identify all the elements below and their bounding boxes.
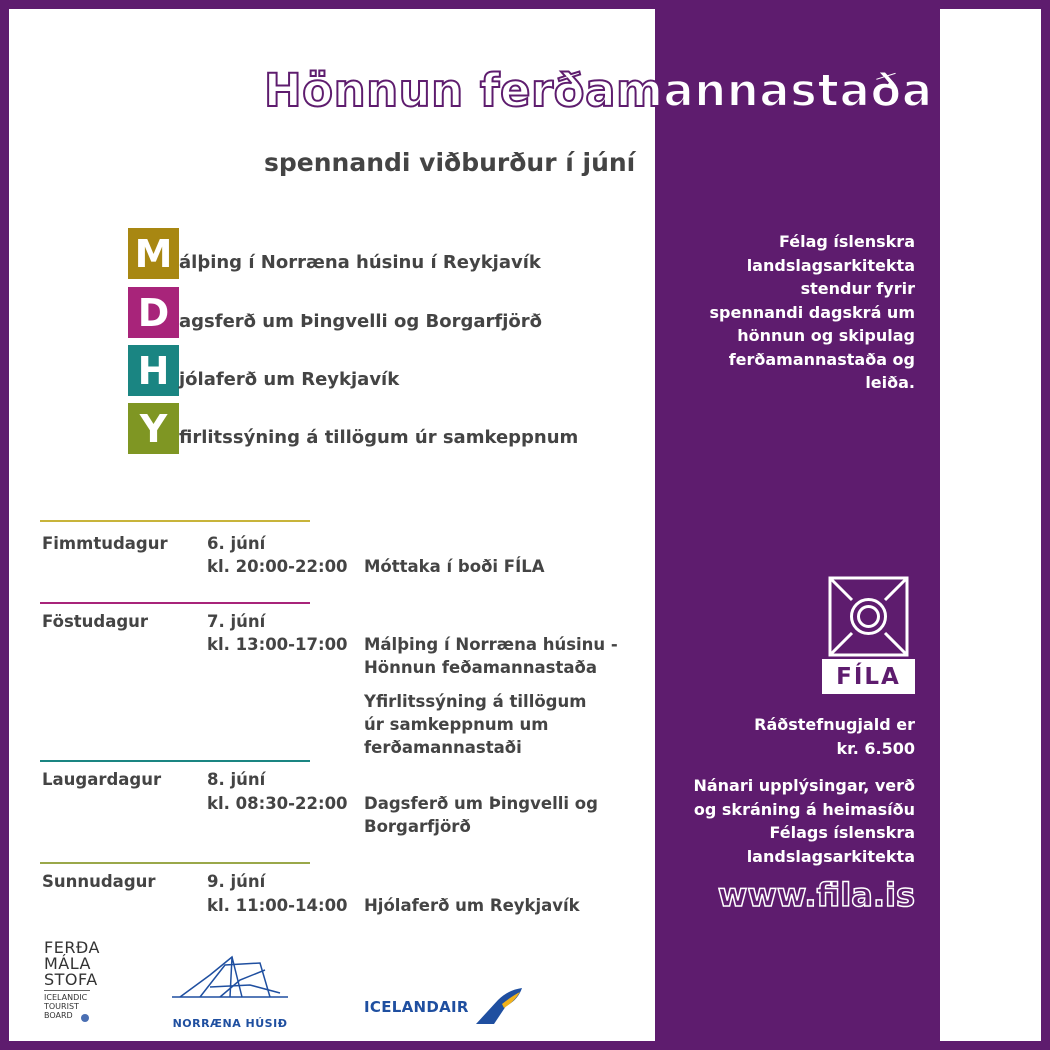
intro-line: ferðamannastaða og — [728, 349, 915, 369]
info-line: og skráning á heimasíðu — [693, 799, 915, 819]
page-subtitle: spennandi viðburður í júní — [264, 148, 636, 177]
sponsor-text: STOFA — [44, 970, 98, 989]
icelandair-wing-icon — [474, 986, 524, 1026]
sponsor-text: TOURIST — [44, 1002, 79, 1011]
acronym-letter: Y — [128, 403, 179, 454]
sponsor-text: FERÐA — [44, 938, 100, 957]
schedule-event: Borgarfjörð — [364, 817, 471, 836]
fee-text — [690, 713, 915, 760]
info-line: Nánari upplýsingar, verð — [693, 776, 915, 795]
intro-line: Félag íslenskra — [778, 232, 915, 251]
icelandair-logo — [364, 998, 469, 1016]
acronym-text: firlitssýning á tillögum úr samkeppnum — [179, 427, 579, 448]
page-title: Hönnun ferðamannastaða — [264, 64, 933, 117]
sponsor-text: ICELANDIC — [44, 993, 88, 1002]
schedule-day: Sunnudagur — [42, 872, 156, 891]
schedule-time: kl. 13:00-17:00 — [207, 635, 348, 654]
info-text — [690, 774, 915, 868]
sponsor-text: BOARD — [44, 1011, 73, 1020]
schedule-date: 9. júní — [207, 872, 266, 891]
intro-line: stendur fyrir — [800, 279, 915, 298]
sponsor-divider — [44, 990, 90, 991]
sponsor-text: ICELANDAIR — [364, 998, 469, 1016]
right-edge-panel — [940, 9, 1041, 1041]
acronym-item-m — [128, 228, 541, 279]
schedule-event: Móttaka í boði FÍLA — [364, 557, 545, 576]
info-line: Félags íslenskra — [769, 823, 915, 842]
acronym-letter: H — [128, 345, 179, 396]
sponsor-text: NORRÆNA HÚSIÐ — [172, 1017, 288, 1030]
website-link[interactable]: www.fila.is — [717, 876, 915, 914]
schedule-event: ferðamannastaði — [364, 738, 522, 757]
intro-line: spennandi dagskrá um — [709, 302, 915, 322]
intro-line: landslagsarkitekta — [746, 255, 915, 275]
fee-line: Ráðstefnugjald er — [754, 715, 915, 734]
schedule-day: Laugardagur — [42, 770, 162, 789]
fee-line: kr. 6.500 — [836, 738, 915, 758]
schedule-divider — [40, 862, 310, 864]
sponsor-text: MÁLA — [44, 954, 91, 973]
intro-line: leiða. — [865, 373, 915, 392]
globe-icon — [80, 1013, 90, 1023]
acronym-letter: M — [128, 228, 179, 279]
schedule-event: Málþing í Norræna húsinu - — [364, 635, 618, 654]
schedule-divider — [40, 602, 310, 604]
acronym-text: álþing í Norræna húsinu í Reykjavík — [179, 252, 541, 273]
schedule-event: Dagsferð um Þingvelli og — [364, 794, 598, 813]
intro-text — [690, 230, 915, 395]
intro-line: hönnun og skipulag — [737, 326, 915, 345]
schedule-time: kl. 20:00-22:00 — [207, 557, 348, 576]
schedule-date: 6. júní — [207, 534, 266, 553]
acronym-item-y — [128, 403, 578, 454]
schedule-day: Föstudagur — [42, 612, 149, 631]
schedule-event: úr samkeppnum um — [364, 715, 549, 734]
schedule-event: Hönnun feðamannastaða — [364, 658, 597, 677]
schedule-day: Fimmtudagur — [42, 534, 168, 553]
acronym-item-h — [128, 345, 399, 396]
schedule-divider — [40, 760, 310, 762]
schedule-date: 7. júní — [207, 612, 266, 631]
schedule-date: 8. júní — [207, 770, 266, 789]
schedule-divider — [40, 520, 310, 522]
schedule-time: kl. 11:00-14:00 — [207, 896, 348, 915]
info-line: landslagsarkitekta — [746, 846, 915, 866]
acronym-text: jólaferð um Reykjavík — [179, 369, 400, 390]
acronym-item-d — [128, 287, 542, 338]
schedule-event: Hjólaferð um Reykjavík — [364, 896, 580, 915]
schedule-time: kl. 08:30-22:00 — [207, 794, 348, 813]
norraena-husid-logo — [170, 955, 290, 1030]
ferdamalastofa-logo — [44, 940, 100, 1020]
acronym-text: agsferð um Þingvelli og Borgarfjörð — [179, 311, 542, 332]
schedule-event: Yfirlitssýning á tillögum — [364, 692, 587, 711]
norraena-husid-icon — [170, 955, 290, 1010]
fila-logo-text: FÍLA — [822, 659, 915, 694]
acronym-letter: D — [128, 287, 179, 338]
